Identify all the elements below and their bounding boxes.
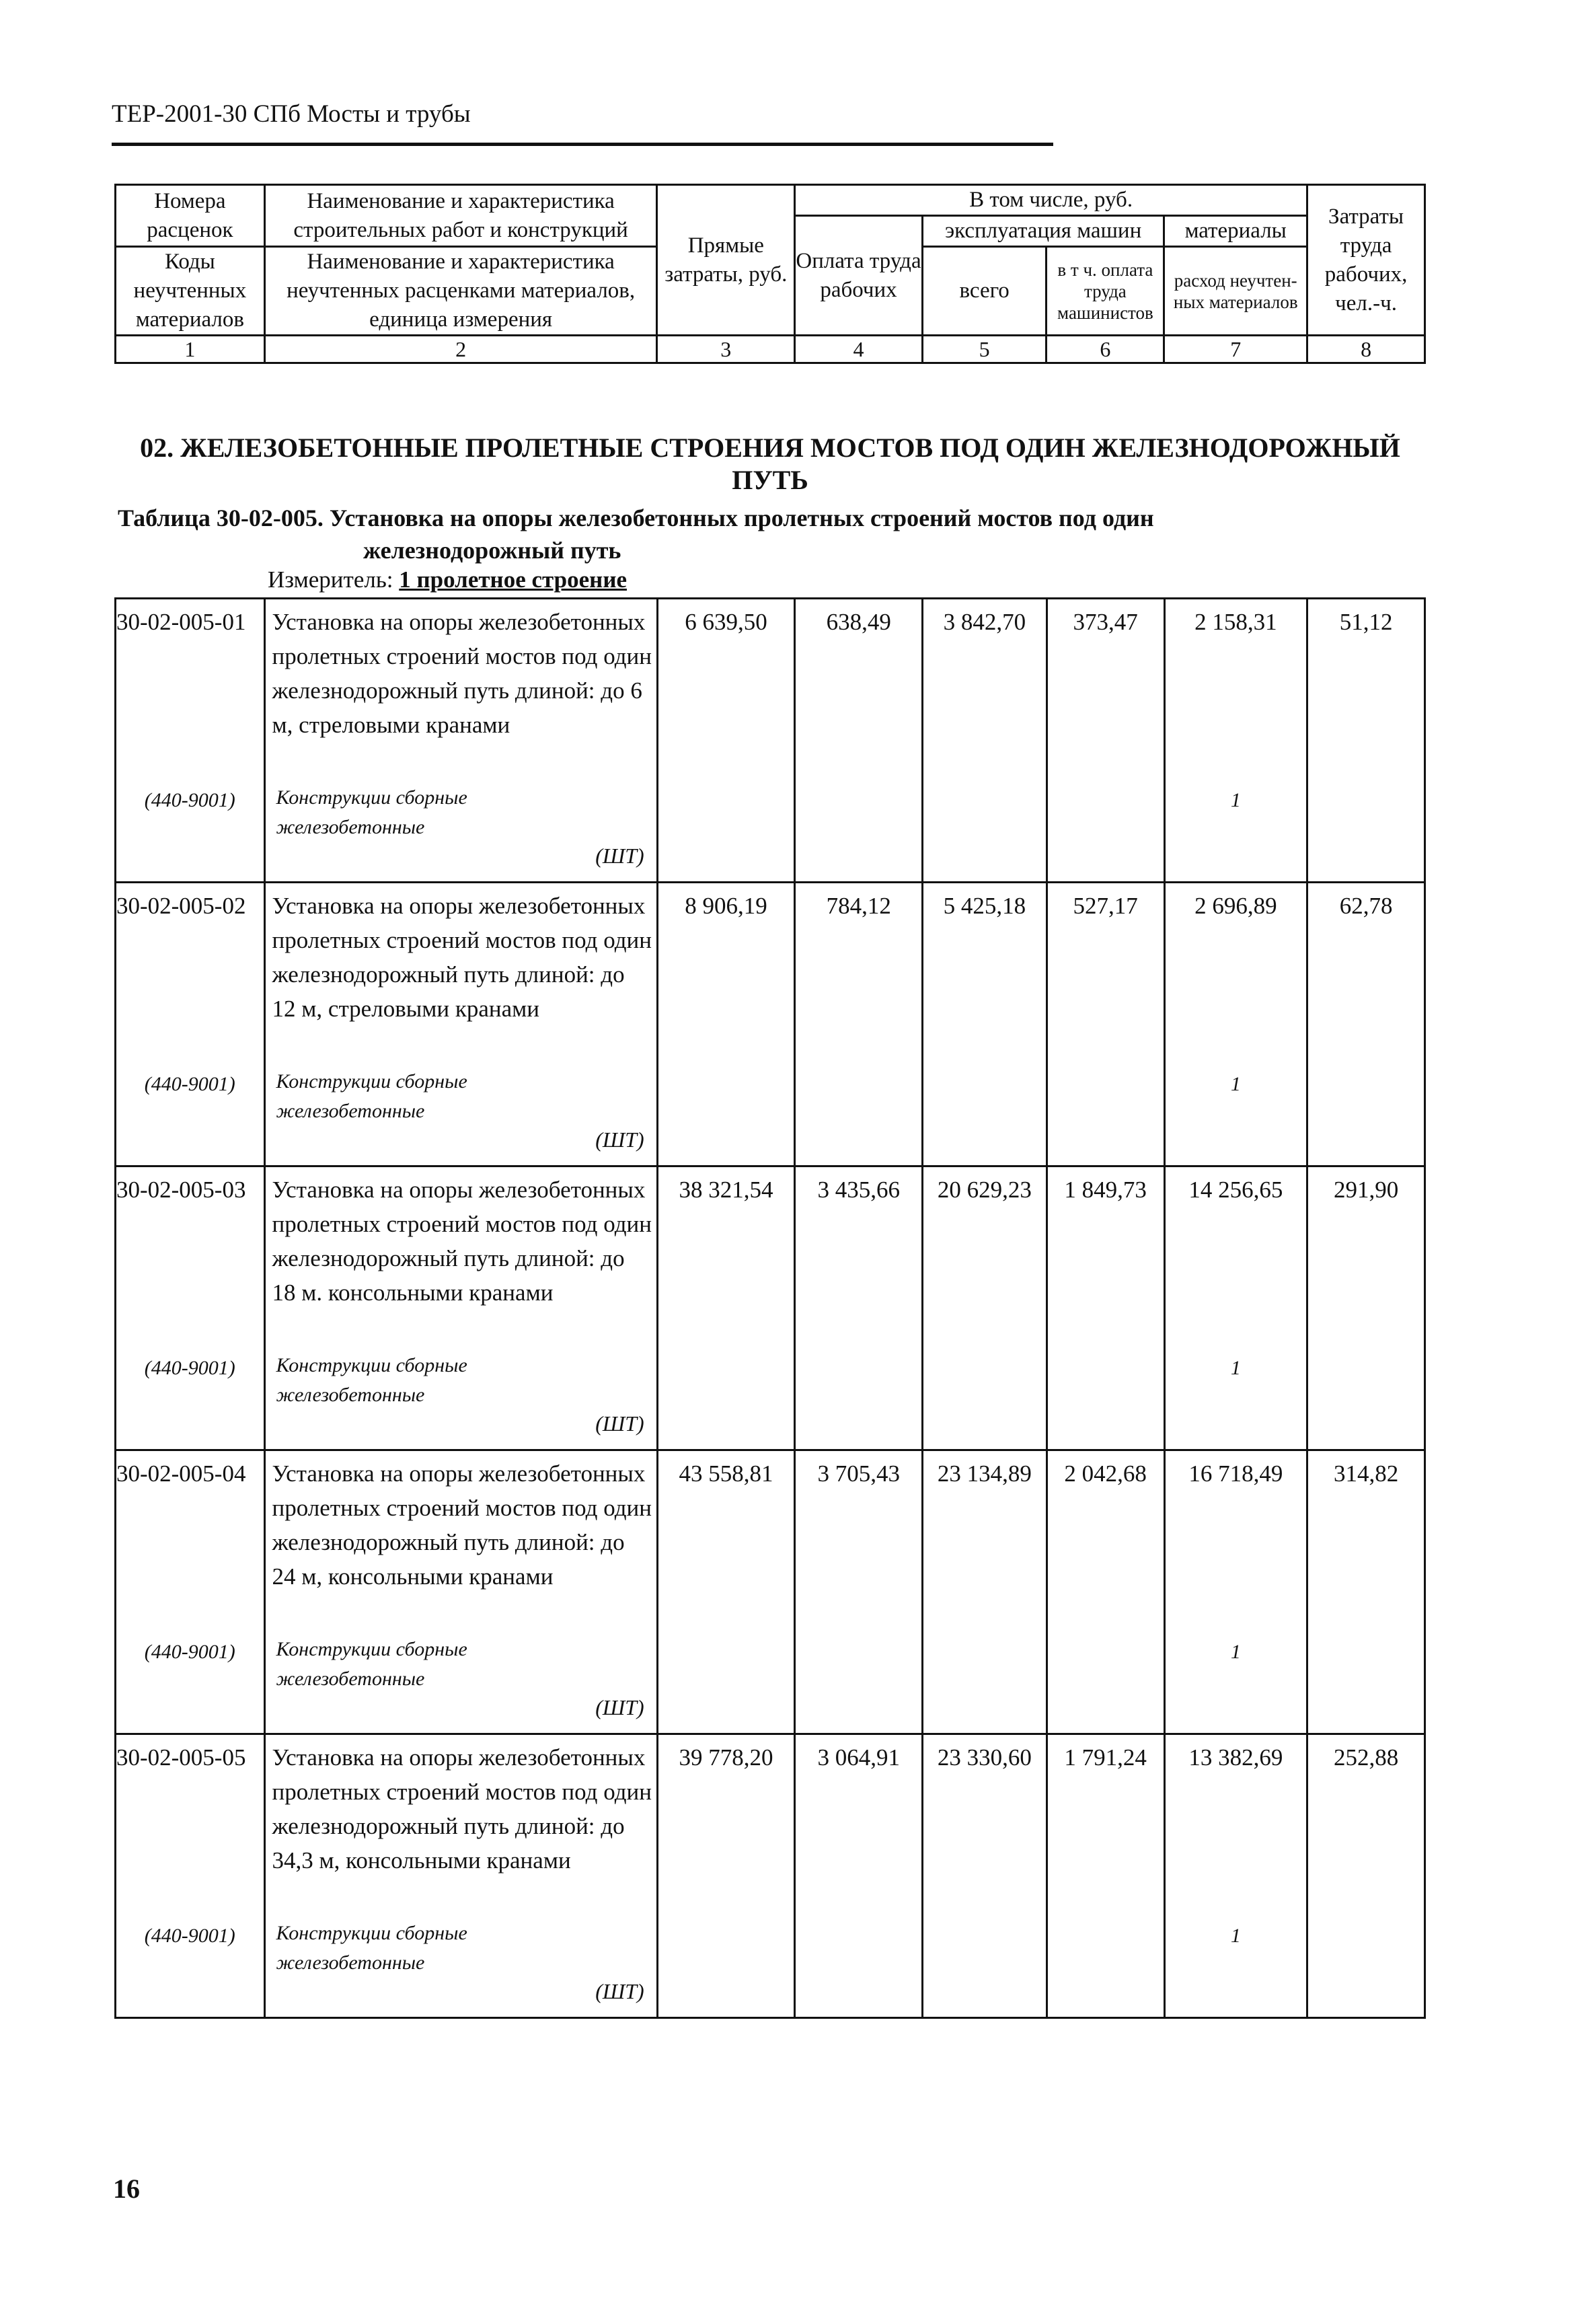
material-cell: [264, 1060, 657, 1166]
empty-cell: [1307, 1060, 1425, 1166]
labor-hours: 291,90: [1307, 1166, 1425, 1345]
empty-cell: [657, 776, 795, 883]
empty-cell: [1047, 776, 1164, 883]
direct-cost: 39 778,20: [657, 1734, 795, 1913]
col-number: 6: [1047, 336, 1164, 363]
rates-rows: [116, 599, 1425, 2018]
rate-name: Установка на опоры железобетонных пролетных строений мостов под один железнодорожный путь длиной: до 12 м, стреловыми кранами: [264, 883, 657, 1061]
empty-cell: [923, 776, 1047, 883]
empty-cell: [657, 1628, 795, 1734]
labor-cost: 3 435,66: [795, 1166, 923, 1345]
empty-cell: [795, 776, 923, 883]
material-cell: [264, 1628, 657, 1734]
empty-cell: [657, 1060, 795, 1166]
labor-hours: 62,78: [1307, 883, 1425, 1061]
materials-cost: 13 382,69: [1164, 1734, 1307, 1913]
rate-name: Установка на опоры железобетонных пролетных строений мостов под один железнодорожный путь длиной: до 18 м. консольными кранами: [264, 1166, 657, 1345]
rate-code: 30-02-005-02: [116, 883, 265, 1061]
machinist-labor-cost: 2 042,68: [1047, 1450, 1164, 1629]
material-unit: (ШТ): [595, 1695, 644, 1719]
col-head-name: Наименование и характеристика строительных работ и конструкций: [264, 185, 657, 247]
empty-cell: [1047, 1344, 1164, 1450]
machine-cost: 20 629,23: [923, 1166, 1047, 1345]
material-cell: [264, 1344, 657, 1450]
col-head-including: В том числе, руб.: [795, 185, 1307, 216]
col-head-mat-codes: Коды неучтенных материалов: [116, 247, 265, 336]
direct-cost: 6 639,50: [657, 599, 795, 777]
labor-hours: 252,88: [1307, 1734, 1425, 1913]
table-row: [116, 1734, 1425, 1913]
rate-code: 30-02-005-04: [116, 1450, 265, 1629]
machinist-labor-cost: 527,17: [1047, 883, 1164, 1061]
material-quantity: 1: [1164, 1344, 1307, 1450]
table-row: [116, 883, 1425, 1061]
rate-name: Установка на опоры железобетонных пролетных строений мостов под один железнодорожный путь длиной: до 6 м, стреловыми кранами: [264, 599, 657, 777]
table-header: [114, 184, 1426, 364]
empty-cell: [1307, 776, 1425, 883]
machinist-labor-cost: 1 849,73: [1047, 1166, 1164, 1345]
rate-code: 30-02-005-01: [116, 599, 265, 777]
empty-cell: [923, 1344, 1047, 1450]
col-head-mat-usage: расход неучтен-ных материалов: [1164, 247, 1307, 336]
col-number: 3: [657, 336, 795, 363]
machinist-labor-cost: 373,47: [1047, 599, 1164, 777]
material-code: (440-9001): [116, 1912, 265, 2018]
empty-cell: [1307, 1912, 1425, 2018]
rate-code: 30-02-005-03: [116, 1166, 265, 1345]
empty-cell: [795, 1060, 923, 1166]
col-number: 1: [116, 336, 265, 363]
material-name: Конструкции сборные железобетонные: [276, 786, 467, 838]
empty-cell: [657, 1912, 795, 2018]
material-code: (440-9001): [116, 1628, 265, 1734]
material-code: (440-9001): [116, 776, 265, 883]
material-code: (440-9001): [116, 1060, 265, 1166]
measure-value: 1 пролетное строение: [399, 566, 628, 593]
empty-cell: [795, 1912, 923, 2018]
rate-code: 30-02-005-05: [116, 1734, 265, 1913]
labor-hours: 51,12: [1307, 599, 1425, 777]
material-row: [116, 776, 1425, 883]
col-head-labor: Оплата труда рабочих: [795, 216, 923, 336]
empty-cell: [795, 1628, 923, 1734]
col-number: 4: [795, 336, 923, 363]
empty-cell: [1047, 1060, 1164, 1166]
direct-cost: 38 321,54: [657, 1166, 795, 1345]
material-unit: (ШТ): [595, 1127, 644, 1152]
empty-cell: [657, 1344, 795, 1450]
labor-cost: 3 064,91: [795, 1734, 923, 1913]
material-name: Конструкции сборные железобетонные: [276, 1922, 467, 1974]
material-quantity: 1: [1164, 776, 1307, 883]
table-caption-continued: железнодорожный путь: [363, 537, 621, 564]
header-rule: [112, 143, 1053, 146]
material-unit: (ШТ): [595, 1979, 644, 2003]
labor-cost: 3 705,43: [795, 1450, 923, 1629]
empty-cell: [1047, 1912, 1164, 2018]
col-number: 5: [922, 336, 1047, 363]
empty-cell: [923, 1912, 1047, 2018]
material-unit: (ШТ): [595, 1411, 644, 1436]
material-row: [116, 1344, 1425, 1450]
materials-cost: 14 256,65: [1164, 1166, 1307, 1345]
material-name: Конструкции сборные железобетонные: [276, 1354, 467, 1406]
material-unit: (ШТ): [595, 844, 644, 868]
materials-cost: 2 696,89: [1164, 883, 1307, 1061]
machine-cost: 5 425,18: [923, 883, 1047, 1061]
col-number: 7: [1164, 336, 1307, 363]
section-title: 02. ЖЕЛЕЗОБЕТОННЫЕ ПРОЛЕТНЫЕ СТРОЕНИЯ МОСТОВ ПОД ОДИН ЖЕЛЕЗНОДОРОЖНЫЙ ПУТЬ: [140, 433, 1400, 495]
direct-cost: 8 906,19: [657, 883, 795, 1061]
materials-cost: 16 718,49: [1164, 1450, 1307, 1629]
material-row: [116, 1060, 1425, 1166]
direct-cost: 43 558,81: [657, 1450, 795, 1629]
table-caption: Таблица 30-02-005. Установка на опоры железобетонных пролетных строений мостов под один: [118, 505, 1154, 531]
labor-cost: 784,12: [795, 883, 923, 1061]
material-row: [116, 1912, 1425, 2018]
labor-hours: 314,82: [1307, 1450, 1425, 1629]
empty-cell: [1047, 1628, 1164, 1734]
table-row: [116, 1450, 1425, 1629]
table-row: [116, 1166, 1425, 1345]
empty-cell: [1307, 1628, 1425, 1734]
material-cell: [264, 776, 657, 883]
material-name: Конструкции сборные железобетонные: [276, 1070, 467, 1122]
table-row: [116, 599, 1425, 777]
col-head-direct: Прямые затраты, руб.: [657, 185, 795, 336]
page-header: ТЕР-2001-30 СПб Мосты и трубы: [112, 100, 471, 128]
material-quantity: 1: [1164, 1912, 1307, 2018]
material-cell: [264, 1912, 657, 2018]
material-quantity: 1: [1164, 1060, 1307, 1166]
rates-table: [114, 597, 1426, 2019]
empty-cell: [1307, 1344, 1425, 1450]
rate-name: Установка на опоры железобетонных пролетных строений мостов под один железнодорожный путь длиной: до 24 м, консольными кранами: [264, 1450, 657, 1629]
material-quantity: 1: [1164, 1628, 1307, 1734]
machine-cost: 3 842,70: [923, 599, 1047, 777]
col-head-machines: эксплуатация машин: [922, 216, 1164, 247]
col-head-codes: Номера расценок: [116, 185, 265, 247]
page-number: 16: [113, 2174, 140, 2204]
material-name: Конструкции сборные железобетонные: [276, 1638, 467, 1690]
col-head-mat-name: Наименование и характеристика неучтенных расценками материалов, единица измерения: [264, 247, 657, 336]
col-number: 8: [1307, 336, 1425, 363]
machine-cost: 23 134,89: [923, 1450, 1047, 1629]
material-row: [116, 1628, 1425, 1734]
empty-cell: [923, 1628, 1047, 1734]
col-head-materials: материалы: [1164, 216, 1307, 247]
labor-cost: 638,49: [795, 599, 923, 777]
empty-cell: [795, 1344, 923, 1450]
materials-cost: 2 158,31: [1164, 599, 1307, 777]
col-head-hours: Затраты труда рабочих, чел.-ч.: [1307, 185, 1425, 336]
empty-cell: [923, 1060, 1047, 1166]
material-code: (440-9001): [116, 1344, 265, 1450]
rate-name: Установка на опоры железобетонных пролетных строений мостов под один железнодорожный путь длиной: до 34,3 м, консольными кранами: [264, 1734, 657, 1913]
machine-cost: 23 330,60: [923, 1734, 1047, 1913]
measure-label: Измеритель:: [268, 566, 393, 593]
measure-unit: [268, 566, 627, 593]
col-head-mach-labor: в т ч. оплата труда машинистов: [1047, 247, 1164, 336]
col-head-mach-total: всего: [922, 247, 1047, 336]
machinist-labor-cost: 1 791,24: [1047, 1734, 1164, 1913]
col-number: 2: [264, 336, 657, 363]
